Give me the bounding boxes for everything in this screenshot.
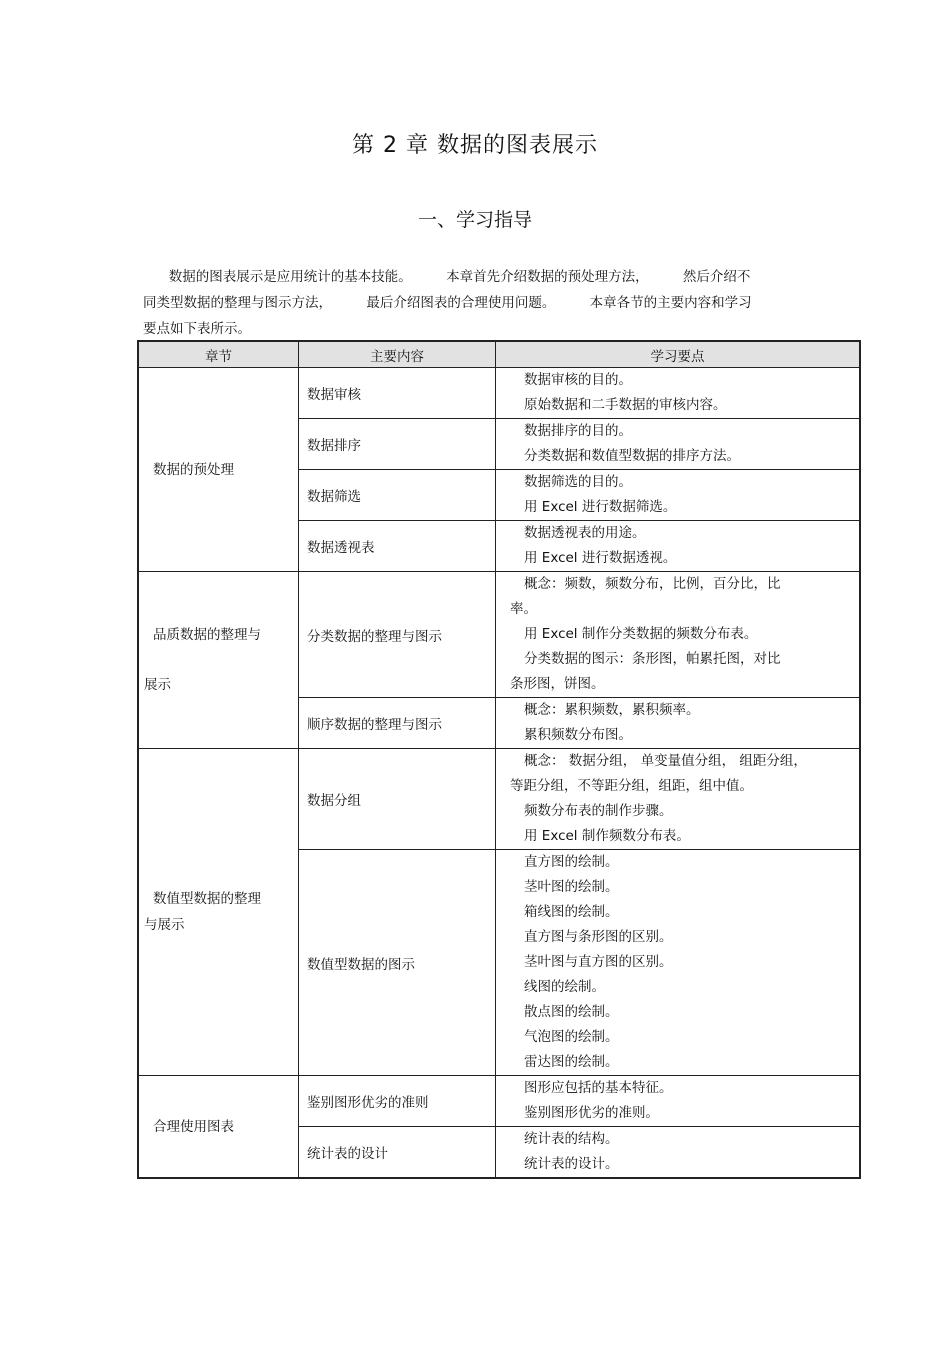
point-item: 分类数据的图示：条形图，帕累托图，对比	[524, 651, 781, 667]
point-item: 散点图的绘制。	[524, 1004, 619, 1020]
content-label: 分类数据的整理与图示	[307, 628, 442, 645]
point-item: 数据透视表的用途。	[524, 525, 646, 541]
point-item: 条形图，饼图。	[510, 676, 605, 692]
point-item: 统计表的设计。	[524, 1156, 619, 1172]
table-body	[138, 368, 860, 1179]
header-points: 学习要点	[496, 341, 861, 368]
point-item: 概念： 数据分组， 单变量值分组， 组距分组，	[524, 753, 807, 769]
content-cell	[299, 1076, 496, 1127]
point-item: 气泡图的绘制。	[524, 1029, 619, 1045]
chapter-label: 品质数据的整理与	[153, 627, 261, 643]
content-label: 数据透视表	[307, 540, 375, 556]
chapter-cell	[138, 572, 299, 749]
content-cell	[299, 572, 496, 698]
point-item: 分类数据和数值型数据的排序方法。	[524, 448, 740, 464]
point-item: 箱线图的绘制。	[524, 904, 619, 920]
point-item: 频数分布表的制作步骤。	[524, 803, 673, 819]
content-cell	[299, 470, 496, 521]
point-item: 鉴别图形优劣的准则。	[524, 1105, 659, 1121]
content-label: 数据筛选	[307, 489, 361, 505]
intro-line: 要点如下表所示。	[143, 321, 251, 337]
chapter-label-cont: 展示	[144, 677, 171, 693]
point-item: 数据筛选的目的。	[524, 474, 632, 490]
table-row	[138, 368, 860, 419]
chapter-title: 第 2 章 数据的图表展示	[352, 133, 598, 158]
content-label: 统计表的设计	[307, 1146, 388, 1162]
point-item: 概念：累积频数，累积频率。	[524, 702, 700, 718]
point-item: 雷达图的绘制。	[524, 1054, 619, 1070]
points-cell	[496, 1076, 861, 1127]
intro-line: 同类型数据的整理与图示方法， 最后介绍图表的合理使用问题。 本章各节的主要内容和学习	[143, 295, 752, 311]
content-cell	[299, 368, 496, 419]
points-cell	[496, 572, 861, 698]
table-row	[138, 749, 860, 850]
intro-line: 数据的图表展示是应用统计的基本技能。 本章首先介绍数据的预处理方法， 然后介绍不	[143, 269, 751, 285]
table-row	[138, 1076, 860, 1127]
points-cell	[496, 698, 861, 749]
chapter-cell	[138, 749, 299, 1076]
point-item: 图形应包括的基本特征。	[524, 1080, 673, 1096]
points-cell	[496, 521, 861, 572]
point-item: 用 Excel 进行数据筛选。	[524, 499, 677, 515]
header-chapter: 章节	[138, 341, 299, 368]
intro-paragraph	[143, 264, 823, 342]
chapter-label: 数据的预处理	[153, 461, 234, 478]
chapter-label-cont: 与展示	[144, 917, 185, 933]
header-content: 主要内容	[299, 341, 496, 368]
chapter-cell	[138, 368, 299, 572]
summary-table	[137, 340, 861, 1179]
point-item: 等距分组，不等距分组，组距，组中值。	[510, 778, 753, 794]
point-item: 茎叶图的绘制。	[524, 879, 619, 895]
point-item: 数据审核的目的。	[524, 372, 632, 388]
content-label: 顺序数据的整理与图示	[307, 717, 442, 733]
point-item: 用 Excel 进行数据透视。	[524, 550, 677, 566]
point-item: 率。	[510, 601, 537, 617]
content-label: 数据排序	[307, 438, 361, 454]
point-item: 用 Excel 制作频数分布表。	[524, 828, 690, 844]
content-label: 数据分组	[307, 793, 361, 809]
table-row	[138, 572, 860, 698]
points-cell	[496, 470, 861, 521]
point-item: 累积频数分布图。	[524, 727, 632, 743]
points-cell	[496, 368, 861, 419]
points-cell	[496, 850, 861, 1076]
point-item: 数据排序的目的。	[524, 423, 632, 439]
content-label: 数值型数据的图示	[307, 956, 415, 973]
content-label: 鉴别图形优劣的准则	[307, 1095, 429, 1111]
point-item: 统计表的结构。	[524, 1131, 619, 1147]
content-cell	[299, 698, 496, 749]
table-header-row	[138, 341, 860, 368]
point-item: 直方图与条形图的区别。	[524, 929, 673, 945]
content-cell	[299, 419, 496, 470]
content-cell	[299, 749, 496, 850]
point-item: 茎叶图与直方图的区别。	[524, 954, 673, 970]
content-cell	[299, 850, 496, 1076]
point-item: 线图的绘制。	[524, 979, 605, 995]
points-cell	[496, 1127, 861, 1179]
point-item: 直方图的绘制。	[524, 854, 619, 870]
content-cell	[299, 1127, 496, 1179]
chapter-cell	[138, 1076, 299, 1179]
content-label: 数据审核	[307, 387, 361, 403]
point-item: 概念：频数，频数分布，比例，百分比，比	[524, 576, 781, 592]
chapter-label: 数值型数据的整理	[153, 891, 261, 907]
point-item: 用 Excel 制作分类数据的频数分布表。	[524, 626, 758, 642]
section-subtitle: 一、学习指导	[417, 209, 532, 231]
chapter-label: 合理使用图表	[153, 1118, 234, 1135]
points-cell	[496, 749, 861, 850]
points-cell	[496, 419, 861, 470]
content-cell	[299, 521, 496, 572]
point-item: 原始数据和二手数据的审核内容。	[524, 397, 727, 413]
